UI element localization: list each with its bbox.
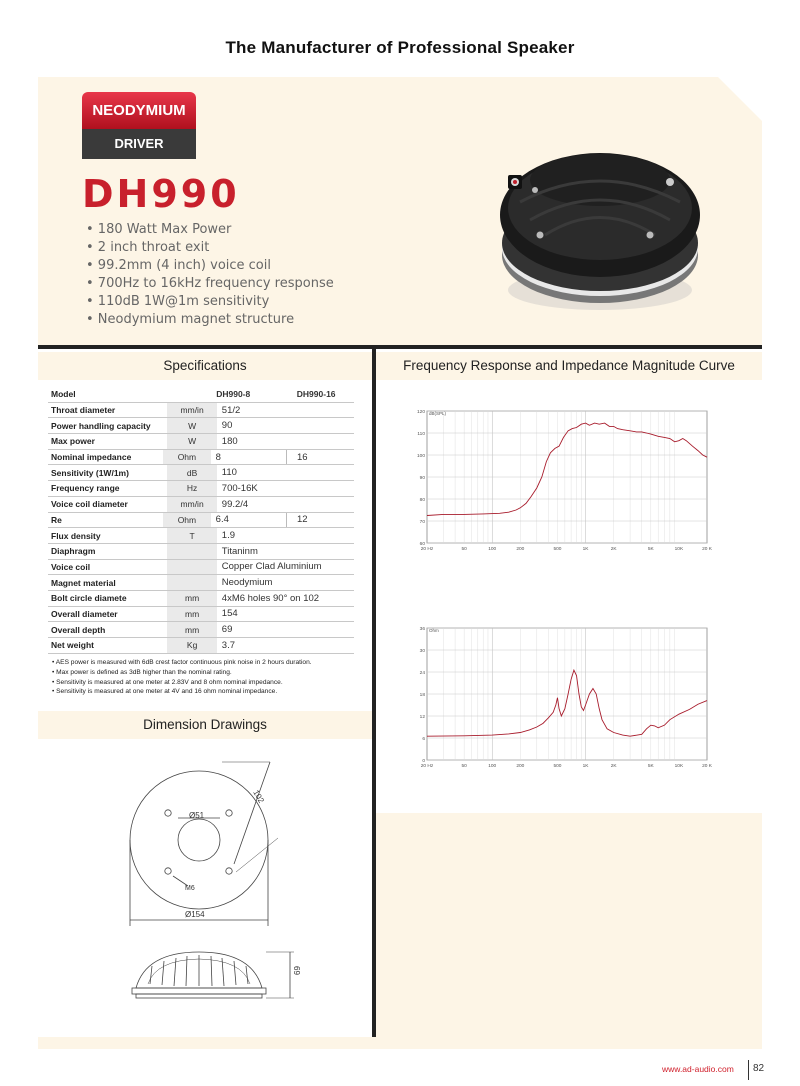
spec-unit <box>167 560 216 575</box>
spec-value: 1.9 <box>221 530 235 542</box>
spec-unit: Ohm <box>163 513 211 528</box>
fr-y-axis-label: dB(SPL) <box>429 411 447 416</box>
footer-divider <box>748 1060 749 1080</box>
spec-label: Overall depth <box>51 624 106 635</box>
bolt-hole <box>226 810 232 816</box>
spec-value: 700-16K <box>221 482 258 494</box>
fr-x-tick-label: 200 <box>516 547 525 552</box>
compression-driver-photo <box>490 140 710 320</box>
imp-x-tick-label: 200 <box>516 764 525 769</box>
spec-value: 154 <box>221 608 238 620</box>
bolt-hole <box>226 868 232 874</box>
spec-label: Nominal impedance <box>51 452 132 463</box>
blank-panel <box>376 813 762 1037</box>
feature-item: • 2 inch throat exit <box>86 240 210 255</box>
imp-x-tick-label: 20 Hz <box>420 764 434 769</box>
fr-x-tick-label: 20 Hz <box>420 547 434 552</box>
spec-row <box>48 434 354 450</box>
spec-unit: Hz <box>167 481 216 496</box>
spec-value-8: 6.4 <box>215 514 229 526</box>
spec-label: Voice coil diameter <box>51 499 128 510</box>
spec-value: Titaninm <box>221 545 258 557</box>
spec-label: Max power <box>51 436 95 447</box>
spec-value-8: 8 <box>215 451 221 463</box>
spec-value: 90 <box>221 420 233 432</box>
spec-label: Frequency range <box>51 483 120 494</box>
spec-unit: Ohm <box>163 450 211 465</box>
spec-header-row <box>48 387 354 403</box>
spec-row <box>48 403 354 419</box>
feature-item: • 700Hz to 16kHz frequency response <box>86 276 334 291</box>
spec-value: 99.2/4 <box>221 498 249 510</box>
feature-item: • 99.2mm (4 inch) voice coil <box>86 258 271 273</box>
throat-outline <box>178 819 220 861</box>
spec-row <box>48 481 354 497</box>
spec-value: 69 <box>221 624 233 636</box>
spec-unit: mm/in <box>167 403 216 418</box>
fr-y-tick-label: 110 <box>417 432 425 437</box>
spec-row <box>48 544 354 560</box>
spec-table <box>48 387 354 654</box>
spec-row <box>48 418 354 434</box>
imp-y-tick-label: 30 <box>419 649 425 654</box>
spec-unit: mm <box>167 607 216 622</box>
spec-value: 180 <box>221 435 238 447</box>
imp-y-axis-label: Ohm <box>429 628 439 633</box>
badge-bottom-label: DRIVER <box>82 129 196 159</box>
feature-item: • 110dB 1W@1m sensitivity <box>86 294 270 309</box>
bolt-circle-label: 102 <box>251 788 266 805</box>
spec-label: Throat diameter <box>51 405 116 416</box>
badge-top-label: NEODYMIUM <box>82 92 196 129</box>
feature-list <box>86 221 334 329</box>
note-item: • Sensitivity is measured at one meter at 2.83V and 8 ohm nominal impedance. <box>52 678 283 686</box>
fr-x-tick-label: 500 <box>553 547 562 552</box>
diameter-label: Ø154 <box>185 910 205 919</box>
spec-label: Magnet material <box>51 577 116 588</box>
imp-x-tick-label: 50 <box>461 764 467 769</box>
spec-unit: mm/in <box>167 497 216 512</box>
imp-y-tick-label: 18 <box>419 693 425 698</box>
spec-unit <box>167 544 216 559</box>
spec-value: 3.7 <box>221 639 235 651</box>
spec-row <box>48 607 354 623</box>
page-number: 82 <box>753 1063 765 1074</box>
spec-model-8: DH990-8 <box>216 389 251 400</box>
fr-x-tick-label: 100 <box>488 547 497 552</box>
spec-model-16: DH990-16 <box>296 389 336 400</box>
spec-label: Re <box>51 514 62 525</box>
spec-notes <box>52 658 312 697</box>
bolt-hole <box>165 810 171 816</box>
fr-y-tick-label: 60 <box>419 542 425 547</box>
note-item: • Max power is defined as 3dB higher than the nominal rating. <box>52 668 232 676</box>
imp-y-tick-label: 36 <box>419 627 425 632</box>
outer-flange-outline <box>130 771 268 909</box>
spec-unit: Kg <box>167 638 216 653</box>
spec-row <box>48 591 354 607</box>
spec-value: 51/2 <box>221 404 241 416</box>
fr-x-tick-label: 20 K <box>702 547 712 552</box>
depth-label: 69 <box>293 966 302 975</box>
spec-unit: mm <box>167 591 216 606</box>
spec-label: Power handling capacity <box>51 420 151 431</box>
fr-x-tick-label: 5K <box>647 547 654 552</box>
spec-unit: dB <box>167 465 216 480</box>
fr-y-tick-label: 70 <box>419 520 425 525</box>
imp-x-tick-label: 500 <box>553 764 562 769</box>
imp-y-tick-label: 24 <box>419 671 425 676</box>
impedance-chart <box>415 622 720 772</box>
spec-unit: mm <box>167 622 216 637</box>
spec-label: Sensitivity (1W/1m) <box>51 467 129 478</box>
fr-y-tick-label: 80 <box>419 498 425 503</box>
spec-value: Neodymium <box>221 577 273 589</box>
feature-item: • 180 Watt Max Power <box>86 222 232 237</box>
fr-y-tick-label: 90 <box>419 476 425 481</box>
spec-row <box>48 528 354 544</box>
feature-item: • Neodymium magnet structure <box>86 312 295 327</box>
spec-label: Flux density <box>51 530 101 541</box>
bottom-band <box>38 1037 762 1049</box>
spec-value: Copper Clad Aluminium <box>221 561 322 573</box>
fr-x-tick-label: 1K <box>582 547 589 552</box>
fr-y-tick-label: 100 <box>416 454 425 459</box>
spec-row <box>48 575 354 591</box>
spec-row <box>48 465 354 481</box>
spec-unit: W <box>167 418 216 433</box>
spec-label: Net weight <box>51 640 94 651</box>
frequency-heading: Frequency Response and Impedance Magnitude Curve <box>376 352 762 380</box>
note-item: • AES power is measured with 6dB crest factor continuous pink noise in 2 hours duration. <box>52 659 312 666</box>
fr-x-tick-label: 2K <box>610 547 617 552</box>
imp-y-tick-label: 0 <box>422 759 425 764</box>
spec-row <box>48 450 354 466</box>
imp-x-tick-label: 1K <box>582 764 589 769</box>
spec-value-16: 12 <box>286 513 354 528</box>
spec-label: Bolt circle diamete <box>51 593 127 604</box>
note-item: • Sensitivity is measured at one meter at 4V and 16 ohm nominal impedance. <box>52 688 278 696</box>
bolt-hole <box>165 868 171 874</box>
spec-value: 110 <box>221 467 237 479</box>
fr-x-tick-label: 50 <box>461 547 467 552</box>
spec-row <box>48 560 354 576</box>
spec-label: Overall diameter <box>51 608 118 619</box>
spec-unit: T <box>167 528 216 543</box>
imp-x-tick-label: 5K <box>647 764 654 769</box>
spec-row <box>48 497 354 513</box>
imp-x-tick-label: 2K <box>610 764 617 769</box>
spec-unit <box>167 575 216 590</box>
spec-value: 4xM6 holes 90° on 102 <box>221 592 320 604</box>
neodymium-driver-badge <box>82 92 196 159</box>
spec-unit <box>164 387 212 402</box>
fr-y-tick-label: 120 <box>416 410 425 415</box>
imp-x-tick-label: 100 <box>488 764 497 769</box>
model-name: DH990 <box>82 172 240 216</box>
spec-label: Diaphragm <box>51 546 96 557</box>
spec-unit: W <box>167 434 216 449</box>
spec-row <box>48 638 354 654</box>
specifications-heading: Specifications <box>38 352 372 380</box>
page-title: The Manufacturer of Professional Speaker <box>225 38 575 57</box>
spec-row <box>48 513 354 529</box>
throat-label: Ø51 <box>189 811 205 820</box>
holes-label: M6 <box>185 885 195 892</box>
imp-x-tick-label: 10K <box>674 764 684 769</box>
spec-value-16: 16 <box>286 450 354 465</box>
section-divider <box>38 345 762 349</box>
frequency-response-chart <box>415 405 720 555</box>
imp-x-tick-label: 20 K <box>702 764 712 769</box>
dimension-drawing <box>38 740 372 1037</box>
imp-y-tick-label: 6 <box>422 737 425 742</box>
footer-url[interactable]: www.ad-audio.com <box>662 1064 734 1074</box>
spec-label: Voice coil <box>51 561 91 572</box>
spec-row <box>48 622 354 638</box>
spec-label: Model <box>51 389 76 400</box>
dimension-heading: Dimension Drawings <box>38 711 372 739</box>
imp-y-tick-label: 12 <box>419 715 425 720</box>
fr-x-tick-label: 10K <box>674 547 684 552</box>
